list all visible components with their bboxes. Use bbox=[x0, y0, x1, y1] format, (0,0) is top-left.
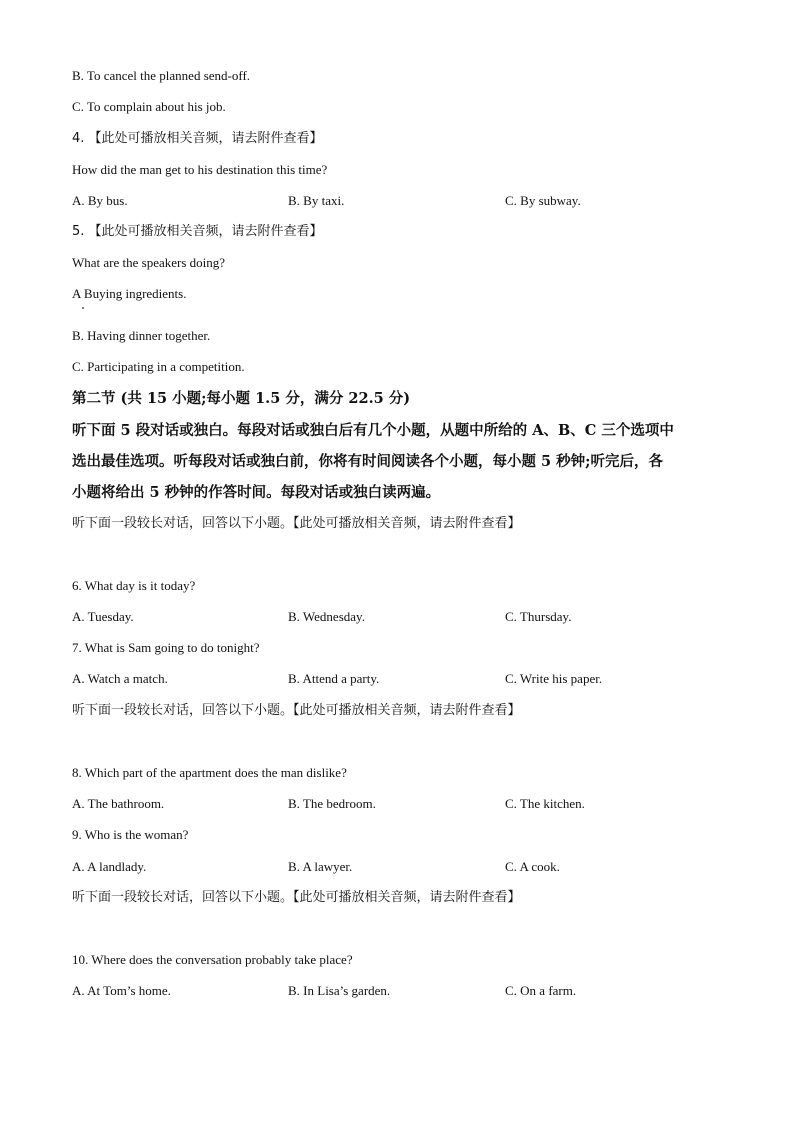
q6-question: 6. What day is it today? bbox=[72, 578, 196, 593]
q6-option-a: A. Tuesday. bbox=[72, 609, 134, 624]
section2-instructions-line3: 小题将给出 5 秒钟的作答时间。每段对话或独白读两遍。 bbox=[72, 484, 441, 501]
section2-instructions-line1: 听下面 5 段对话或独白。每段对话或独白后有几个小题，从题中所给的 A、B、C 三个选项中 bbox=[72, 422, 674, 439]
q4-option-a: A. By bus. bbox=[72, 193, 128, 208]
section2-title: 第二节 (共 15 小题;每小题 1.5 分，满分 22.5 分) bbox=[72, 390, 411, 407]
q9-option-b: B. A lawyer. bbox=[288, 859, 353, 874]
q5-option-a: A Buying ingredients. bbox=[72, 286, 187, 301]
q10-option-c: C. On a farm. bbox=[505, 983, 577, 998]
q8-option-b: B. The bedroom. bbox=[288, 796, 376, 811]
q7-option-a: A. Watch a match. bbox=[72, 671, 168, 686]
stray-dot bbox=[82, 307, 84, 309]
q6-option-c: C. Thursday. bbox=[505, 609, 572, 624]
q9-question: 9. Who is the woman? bbox=[72, 827, 189, 842]
q10-option-b: B. In Lisa’s garden. bbox=[288, 983, 391, 998]
q8-option-a: A. The bathroom. bbox=[72, 796, 165, 811]
q9-option-c: C. A cook. bbox=[505, 859, 560, 874]
q5-option-b: B. Having dinner together. bbox=[72, 328, 211, 343]
q5-question: What are the speakers doing? bbox=[72, 255, 226, 270]
q4-option-c: C. By subway. bbox=[505, 193, 581, 208]
q5-audio-note: 5. 【此处可播放相关音频，请去附件查看】 bbox=[72, 224, 323, 239]
q9-option-a: A. A landlady. bbox=[72, 859, 147, 874]
q4-option-b: B. By taxi. bbox=[288, 193, 345, 208]
q7-option-b: B. Attend a party. bbox=[288, 671, 380, 686]
group1-intro: 听下面一段较长对话，回答以下小题。【此处可播放相关音频，请去附件查看】 bbox=[72, 516, 521, 531]
q7-question: 7. What is Sam going to do tonight? bbox=[72, 640, 260, 655]
section2-instructions-line2: 选出最佳选项。听每段对话或独白前，你将有时间阅读各个小题，每小题 5 秒钟;听完后，各 bbox=[72, 453, 664, 470]
q4-audio-note: 4. 【此处可播放相关音频，请去附件查看】 bbox=[72, 131, 323, 146]
q6-option-b: B. Wednesday. bbox=[288, 609, 365, 624]
group3-intro: 听下面一段较长对话，回答以下小题。【此处可播放相关音频，请去附件查看】 bbox=[72, 890, 521, 905]
q5-option-c: C. Participating in a competition. bbox=[72, 359, 245, 374]
q8-option-c: C. The kitchen. bbox=[505, 796, 585, 811]
q7-option-c: C. Write his paper. bbox=[505, 671, 603, 686]
q3-option-c: C. To complain about his job. bbox=[72, 99, 226, 114]
q10-question: 10. Where does the conversation probably take place? bbox=[72, 952, 353, 967]
group2-intro: 听下面一段较长对话，回答以下小题。【此处可播放相关音频，请去附件查看】 bbox=[72, 703, 521, 718]
q4-question: How did the man get to his destination this time? bbox=[72, 162, 328, 177]
q3-option-b: B. To cancel the planned send-off. bbox=[72, 68, 251, 83]
q8-question: 8. Which part of the apartment does the man dislike? bbox=[72, 765, 347, 780]
q10-option-a: A. At Tom’s home. bbox=[72, 983, 171, 998]
